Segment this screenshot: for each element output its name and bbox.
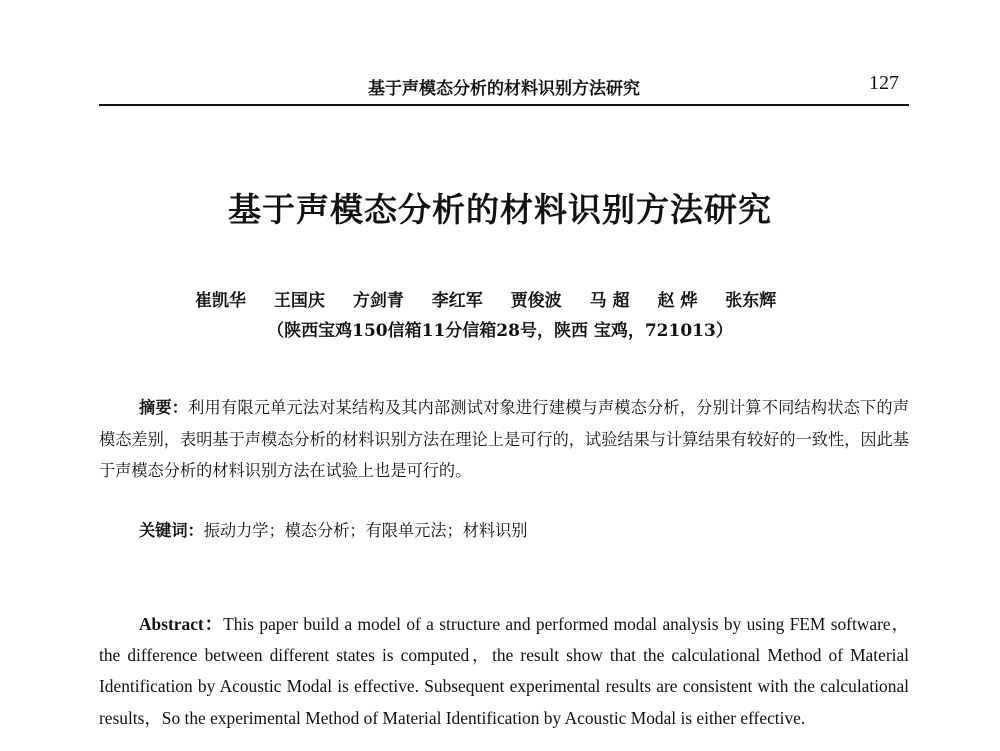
keywords [139, 519, 909, 543]
keywords-label: 关键词： [139, 521, 204, 540]
abstract-english [99, 609, 909, 734]
paper-title: 基于声模态分析的材料识别方法研究 [228, 190, 772, 229]
affiliation: （陕西宝鸡150信箱11分信箱28号，陕西 宝鸡，721013） [267, 321, 733, 341]
author: 王国庆 [273, 291, 325, 311]
header-rule [99, 104, 909, 106]
abstract-chinese-label: 摘要： [139, 398, 189, 417]
author: 张东辉 [725, 291, 777, 311]
author: 崔凯华 [195, 291, 246, 311]
author: 贾俊波 [510, 291, 562, 311]
abstract-english-text: This paper build a model of a structure and performed modal analysis by using FEM software，the difference between different states is computed，the result show that the calculational Method of Material Identification by Acoustic Modal is effective. Subsequent experimental results are consistent with the calculational results，So the experimental Method of Material Identification by Acoustic Modal is either effective. [99, 614, 909, 728]
abstract-chinese [99, 392, 909, 487]
author: 马 超 [589, 291, 630, 311]
author: 李红军 [431, 291, 483, 311]
author-list [195, 286, 835, 311]
abstract-chinese-text: 利用有限元单元法对某结构及其内部测试对象进行建模与声模态分析，分别计算不同结构状态下的声模态差别，表明基于声模态分析的材料识别方法在理论上是可行的，试验结果与计算结果有较好的一致性，因此基于声模态分析的材料识别方法在试验上也是可行的。 [99, 398, 910, 480]
running-title: 基于声模态分析的材料识别方法研究 [368, 79, 640, 99]
page-header [99, 70, 909, 102]
abstract-english-label: Abstract： [139, 614, 224, 634]
keywords-text: 振动力学；模态分析；有限单元法；材料识别 [203, 521, 528, 540]
author: 方剑青 [352, 291, 404, 311]
author: 赵 烨 [657, 291, 698, 311]
page-number: 127 [869, 72, 899, 94]
